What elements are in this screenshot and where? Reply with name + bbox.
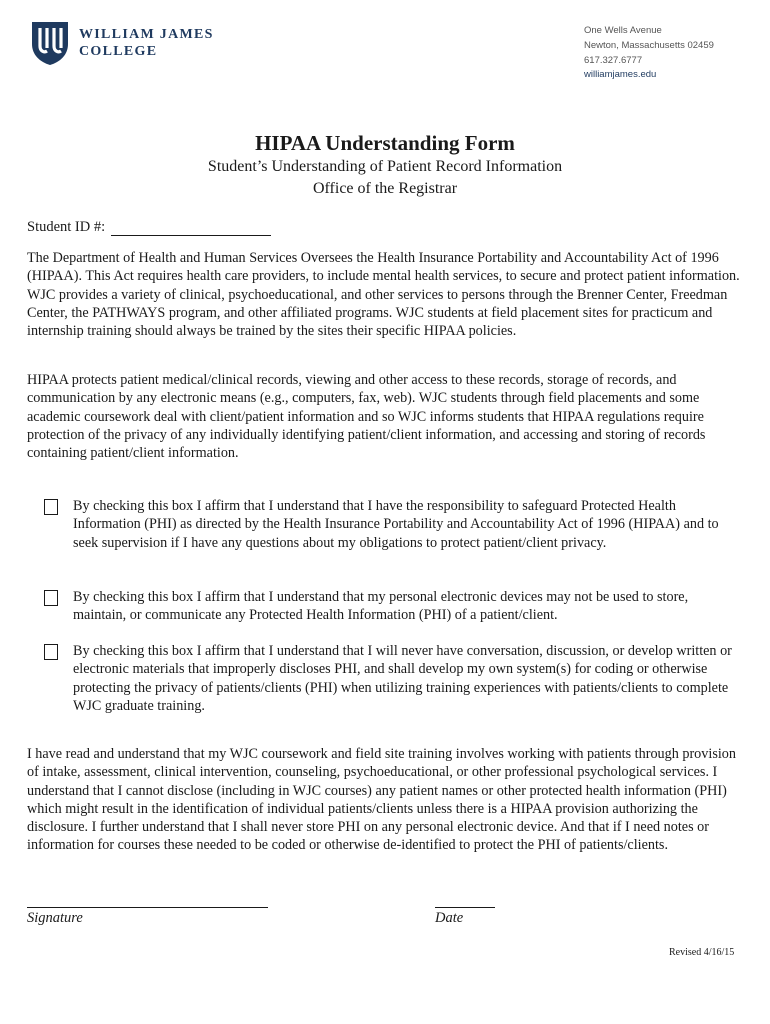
affirmation-item (44, 642, 744, 715)
address-website: williamjames.edu (584, 69, 657, 81)
intro-paragraph: The Department of Health and Human Services Oversees the Health Insurance Portability and Accountability Act of 1996 (HIPAA). This Act requires health care providers, to include mental health services, to secure and protect patient information. WJC provides a variety of clinical, psychoeducational, and other services to persons through the Brenner Center, Freedman Center, the PATHWAYS program, and other affiliated programs. WJC students at field placement sites for practicum and internship training should always be trained by the sites their specific HIPAA policies. (27, 250, 740, 340)
student-id-field[interactable] (111, 220, 271, 236)
acknowledgement-paragraph: I have read and understand that my WJC coursework and field site training involves working with patients through provision of intake, assessment, clinical intervention, counseling, psychoeducational, or other professional psychological services. I understand that I cannot disclose (including in WJC courses) any patient names or other protected health information (PHI) which might result in the identification of individual patients/clients unless there is a HIPAA provision authorizing the disclosure. I further understand that I shall never store PHI on any personal electronic device. And that if I need notes or information for courses these needed to be coded or otherwise de-identified to protect the PHI of patients/clients. (27, 746, 736, 854)
shield-logo-icon (30, 20, 70, 66)
form-subtitle: Student’s Understanding of Patient Record Information (207, 158, 563, 175)
affirmation-checkbox[interactable] (44, 590, 58, 606)
affirmation-item (44, 588, 744, 625)
signature-field[interactable] (27, 907, 268, 908)
address-street: One Wells Avenue (584, 25, 662, 36)
signature-label: Signature (27, 910, 83, 926)
form-title: HIPAA Understanding Form (255, 131, 515, 155)
address-phone: 617.327.6777 (584, 54, 643, 66)
student-id-row (27, 219, 271, 236)
college-address (584, 24, 714, 83)
date-label: Date (435, 910, 464, 926)
affirmation-checkbox[interactable] (44, 499, 58, 515)
hipaa-paragraph: HIPAA protects patient medical/clinical records, viewing and other access to these records, storage of records, and communication by any electronic means (e.g., computers, fax, web). WJC students through field placements and some academic coursework deal with client/patient information and so WJC informs students that HIPAA regulations require protection of the privacy of any individually identifying patient/client information, and accessing and storing of records containing patient/client information. (27, 372, 706, 462)
logo-line-1: WILLIAM JAMES (79, 27, 214, 42)
affirmation-text: By checking this box I affirm that I understand that my personal electronic devices may not be used to store, maintain, or communicate any Protected Health Information (PHI) of a patient/client. (73, 589, 689, 624)
affirmation-checkbox[interactable] (44, 644, 58, 660)
affirmation-text: By checking this box I affirm that I understand that I will never have conversation, discussion, or develop written or electronic materials that improperly discloses PHI, and shall develop my own system(s) for coding or otherwise protecting the privacy of patients/clients (PHI) when utilizing training experiences with patients/clients to complete WJC graduate training. (73, 643, 732, 714)
affirmation-text: By checking this box I affirm that I understand that I have the responsibility to safeguard Protected Health Information (PHI) as directed by the Health Insurance Portability and Accountability Act of 1996 (HIPAA) and to seek supervision if I have any questions about my obligations to protect patient/client privacy. (73, 498, 719, 551)
logo-line-2: COLLEGE (79, 44, 158, 59)
revision-date: Revised 4/16/15 (669, 947, 735, 958)
form-office: Office of the Registrar (312, 180, 458, 197)
college-logo (30, 20, 214, 66)
affirmation-item (44, 497, 744, 552)
student-id-label: Student ID #: (27, 219, 106, 235)
address-city: Newton, Massachusetts 02459 (584, 39, 714, 51)
date-field[interactable] (435, 907, 495, 908)
